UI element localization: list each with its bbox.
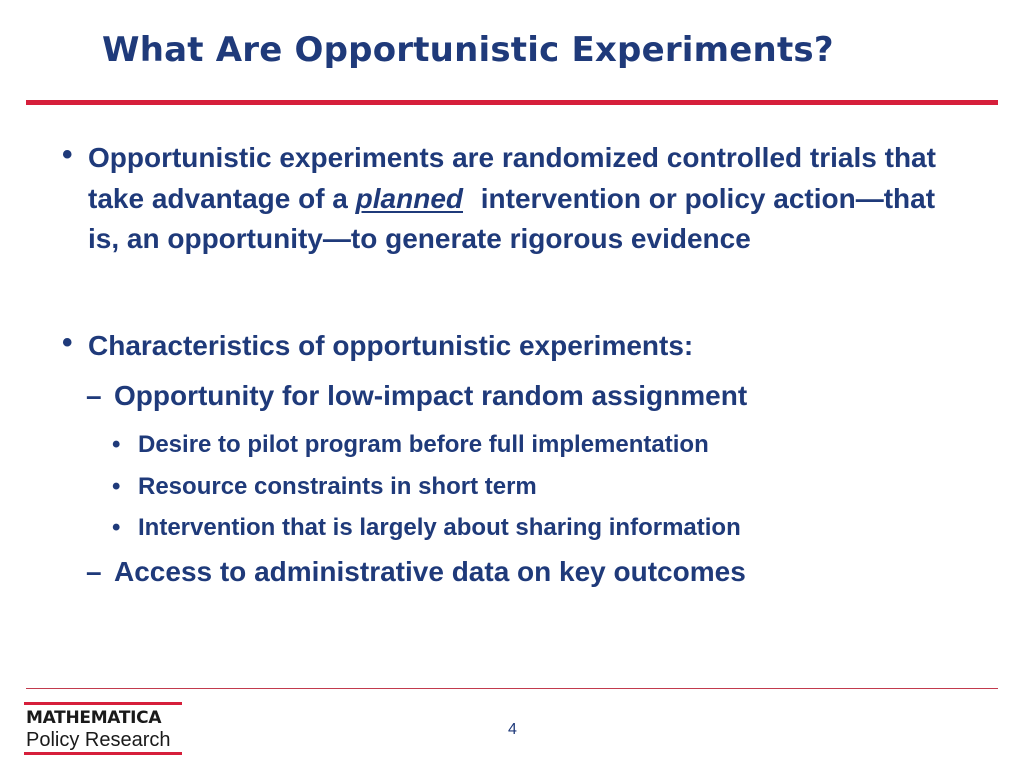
title-divider bbox=[26, 100, 998, 105]
bullet-text bbox=[88, 138, 968, 260]
mathematica-logo bbox=[24, 702, 182, 756]
logo-line-2: Policy Research bbox=[26, 729, 171, 751]
bullet-text-after: intervention or policy action—that is, an opportunity—to generate rigorous evidence bbox=[88, 182, 936, 254]
logo-top-bar bbox=[24, 702, 182, 705]
sub-bullet-dash: – bbox=[86, 556, 102, 587]
sub-sub-bullet-text: Resource constraints in short term bbox=[138, 473, 537, 500]
sub-sub-bullet-dot: • bbox=[112, 473, 121, 500]
sub-sub-bullet-dot: • bbox=[112, 431, 121, 458]
page-number: 4 bbox=[508, 721, 517, 738]
bullet-dot: • bbox=[62, 326, 73, 359]
bullet-text: Characteristics of opportunistic experiments: bbox=[88, 330, 694, 361]
sub-bullet-text: Access to administrative data on key outcomes bbox=[114, 556, 746, 587]
slide-title: What Are Opportunistic Experiments? bbox=[102, 30, 834, 70]
bullet-dot: • bbox=[62, 138, 73, 171]
sub-sub-bullet-text: Desire to pilot program before full implementation bbox=[138, 431, 709, 458]
sub-sub-bullet-text: Intervention that is largely about sharing information bbox=[138, 514, 741, 541]
logo-line-1: MATHEMATICA bbox=[26, 708, 162, 728]
emphasis-planned: planned bbox=[355, 182, 463, 214]
sub-bullet-dash: – bbox=[86, 380, 102, 411]
footer-divider bbox=[26, 688, 998, 689]
sub-bullet-text: Opportunity for low-impact random assignment bbox=[114, 380, 748, 411]
sub-sub-bullet-dot: • bbox=[112, 514, 121, 541]
bullet-text-before: Opportunistic experiments are randomized controlled trials that take advantage of a bbox=[88, 142, 936, 214]
logo-bottom-bar bbox=[24, 752, 182, 755]
